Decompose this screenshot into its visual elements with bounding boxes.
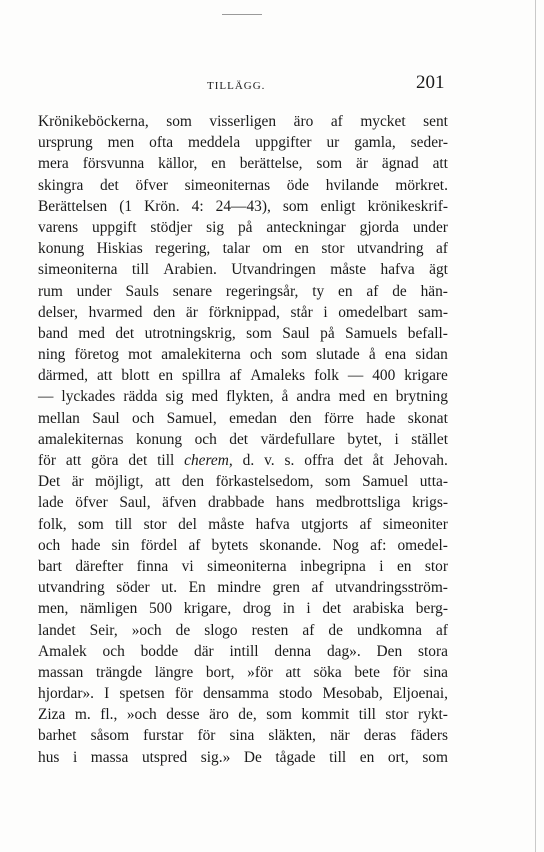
text-line: hjordar». I spetsen för densamma stodo Mesobab, Eljoenai, xyxy=(38,685,448,703)
text-line: simeoniterna till Arabien. Utvandringen måste hafva ägt xyxy=(38,261,448,279)
text-line: Amalek och bodde där intill denna dag». Den stora xyxy=(38,642,448,660)
text-line: och hade sin fördel af bytets skonande. Nog af: omedel- xyxy=(38,536,448,554)
text-line: därmed, att blott en spillra af Amaleks folk — 400 krigare xyxy=(38,367,448,385)
text-line: massan trängde längre bort, »för att söka bete för sina xyxy=(38,663,448,681)
text-line: Berättelsen (1 Krön. 4: 24—43), som enligt krönikeskrif- xyxy=(38,197,448,215)
text-line: skingra det öfver simeoniternas öde hvilande mörkret. xyxy=(38,176,448,194)
text-line: mera försvunna källor, en berättelse, som är ägnad att xyxy=(38,155,448,173)
text-line: konung Hiskias regering, talar om en stor utvandring af xyxy=(38,240,448,258)
page-edge xyxy=(535,0,536,852)
text-line: varens uppgift stödjer sig på anteckningar gjorda under xyxy=(38,218,448,236)
text-line: men, nämligen 500 krigare, drog in i det arabiska berg- xyxy=(38,600,448,618)
page-number: 201 xyxy=(416,72,445,93)
text-line: ning företog mot amalekiterna och som slutade å ena sidan xyxy=(38,346,448,364)
top-rule xyxy=(222,14,262,15)
text-line: delser, hvarmed den är förknippad, står i omedelbart sam- xyxy=(38,303,448,321)
text-line: Krönikeböckerna, som visserligen äro af mycket sent xyxy=(38,113,448,130)
text-line: amalekiternas konung och det värdefullare bytet, i stället xyxy=(38,430,448,448)
text-line: Ziza m. fl., »och desse äro de, som kommit till stor rykt- xyxy=(38,706,448,724)
running-head: TILLÄGG. xyxy=(207,80,266,92)
body-text xyxy=(38,111,448,768)
text-line: mellan Saul och Samuel, emedan den förre hade skonat xyxy=(38,409,448,427)
text-line: hus i massa utspred sig.» De tågade till en ort, som xyxy=(38,748,448,766)
text-line: utvandring söder ut. En mindre gren af utvandringsström- xyxy=(38,579,448,597)
text-line: band med det utrotningskrig, som Saul på Samuels befall- xyxy=(38,324,448,342)
text-line: barhet såsom furstar för sina släkten, när deras fäders xyxy=(38,727,448,745)
text-line: landet Seir, »och de slogo resten af de undkomna af xyxy=(38,621,448,639)
text-line: — lyckades rädda sig med flykten, å andra med en brytning xyxy=(38,388,448,406)
text-line: rum under Sauls senare regeringsår, ty en af de hän- xyxy=(38,282,448,300)
text-line: ursprung men ofta meddela uppgifter ur gamla, seder- xyxy=(38,134,448,152)
text-line: för att göra det till cherem, d. v. s. offra det åt Jehovah. xyxy=(38,452,448,469)
text-line: folk, som till stor del måste hafva utgjorts af simeoniter xyxy=(38,515,448,533)
text-line: bart därefter finna vi simeoniterna inbegripna i en stor xyxy=(38,557,448,575)
text-line: Det är möjligt, att den förkastelsedom, som Samuel utta- xyxy=(38,473,448,491)
text-line: lade öfver Saul, äfven drabbade hans medbrottsliga krigs- xyxy=(38,494,448,512)
